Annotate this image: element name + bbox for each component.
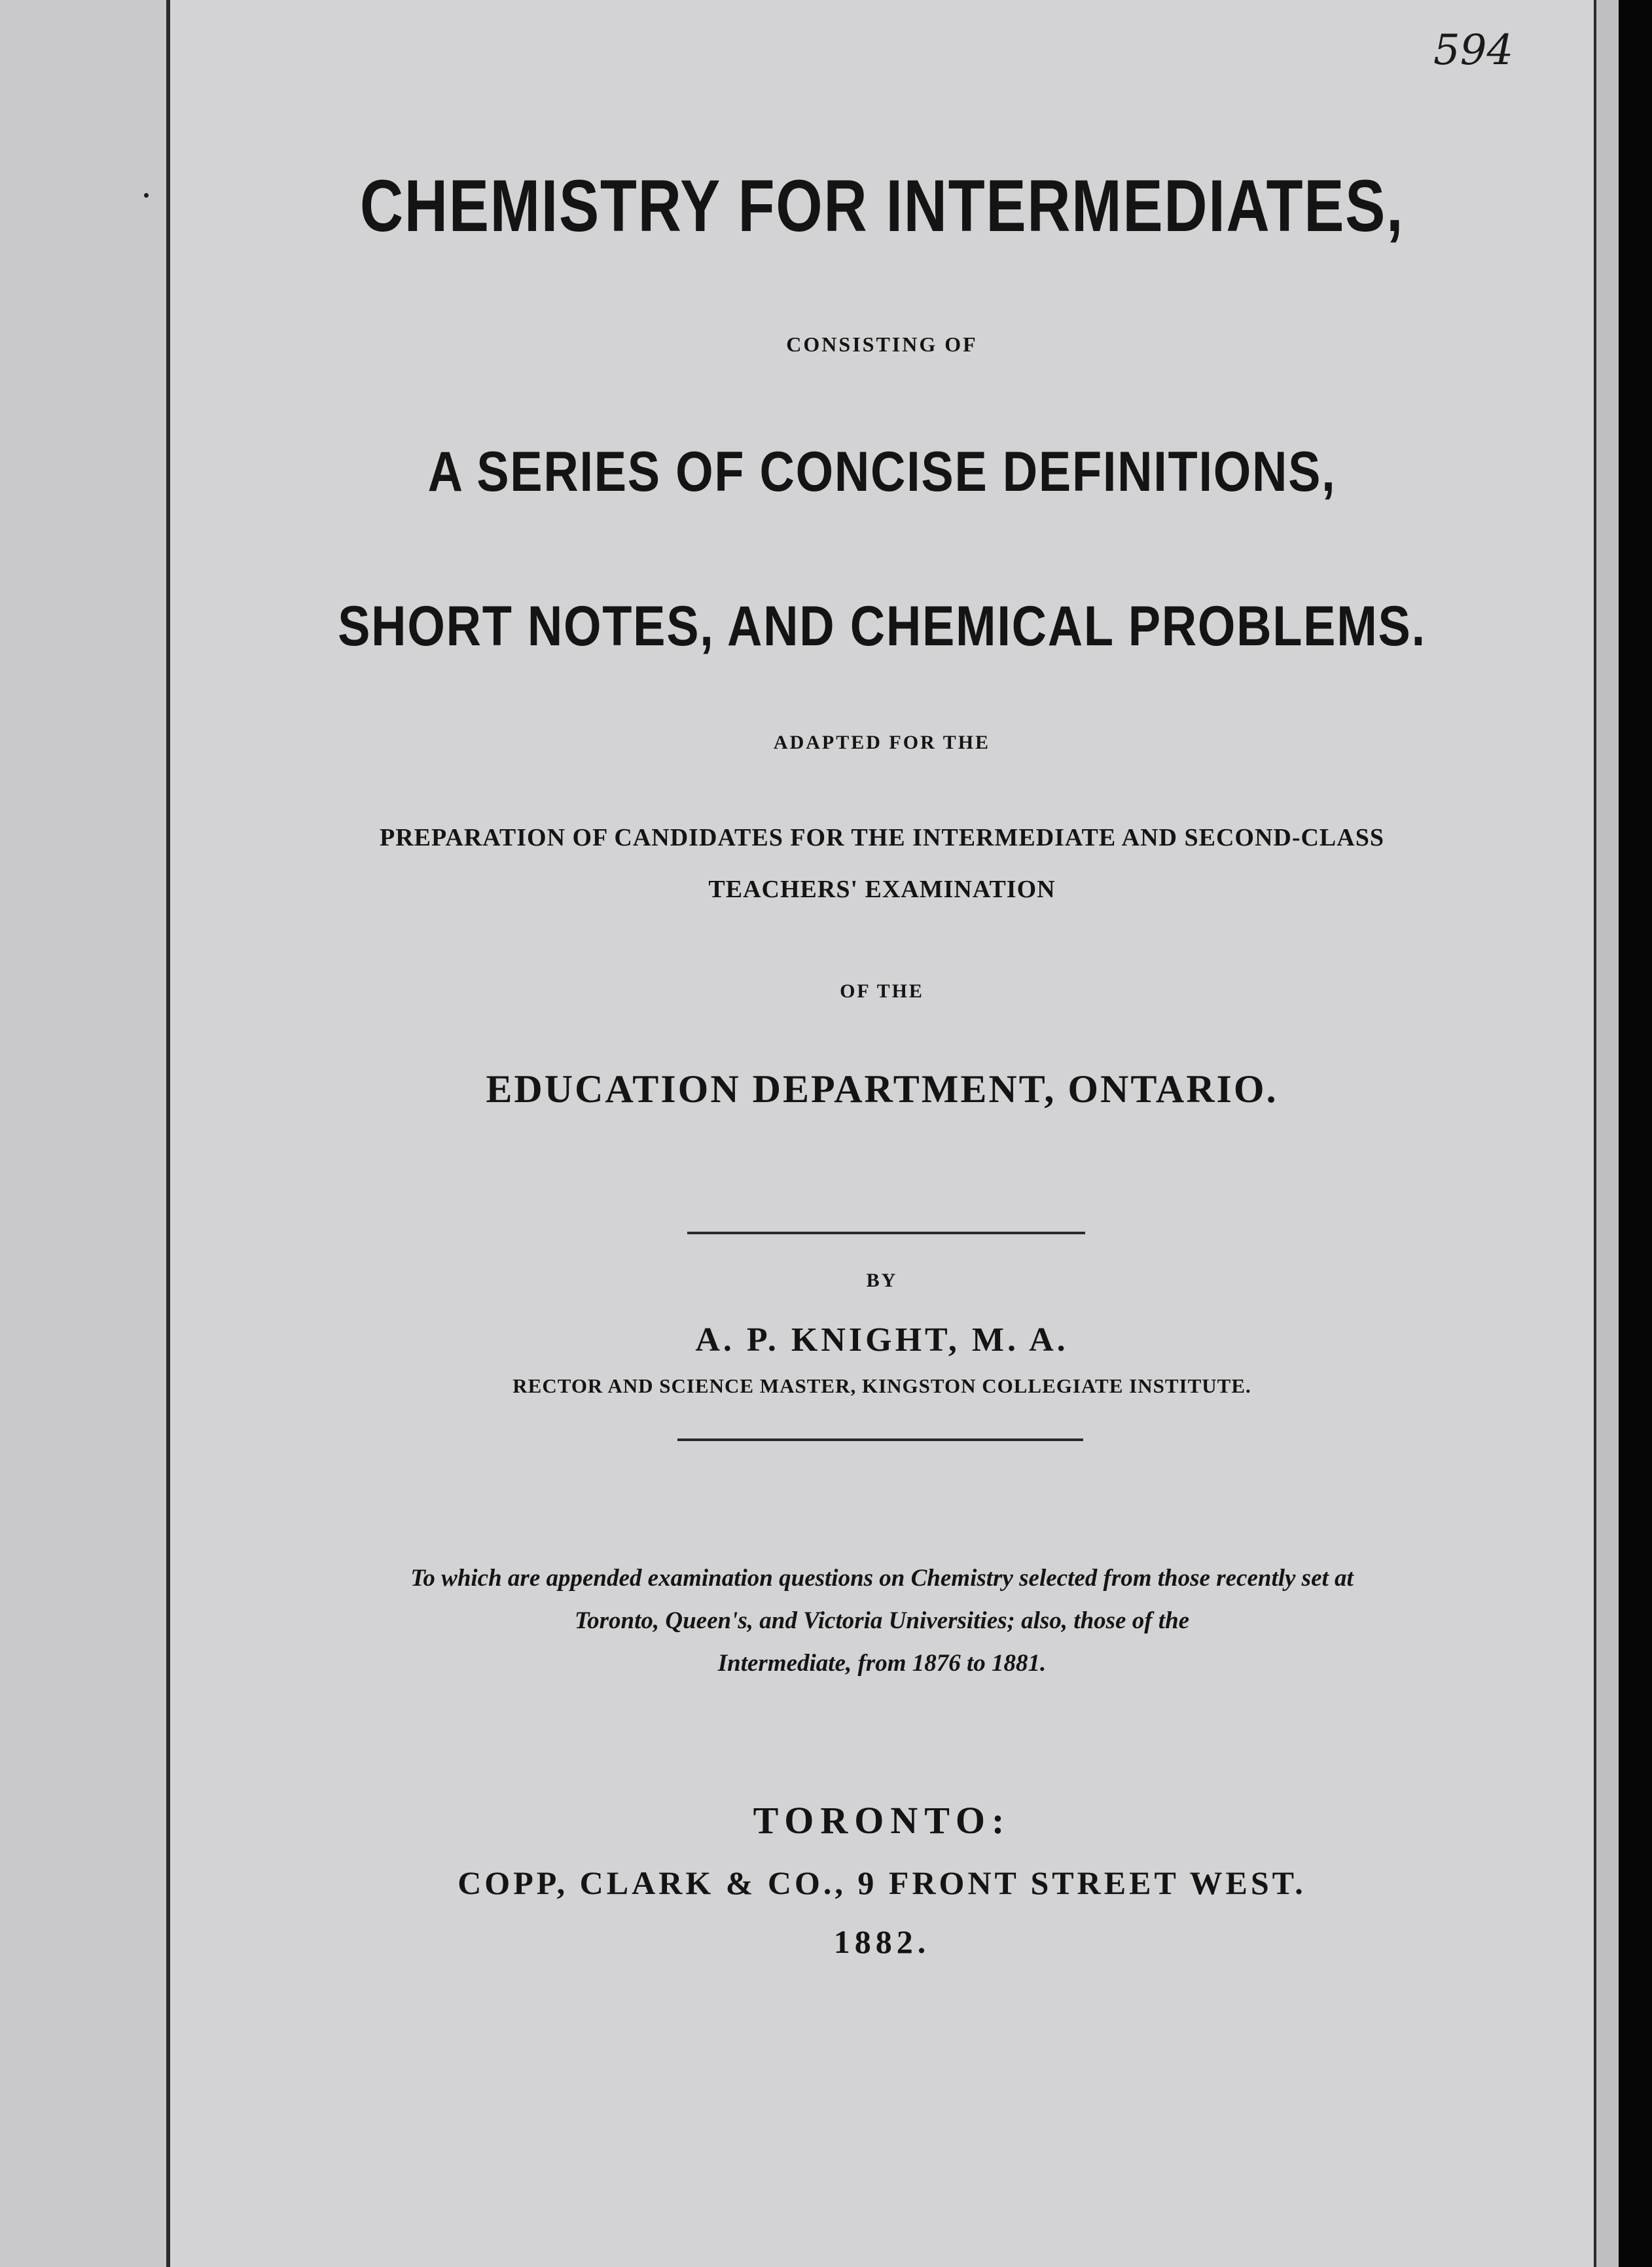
author-name: A. P. KNIGHT, M. A. [695, 1321, 1069, 1359]
scan-border [1619, 0, 1652, 2267]
divider-rule-top [687, 1232, 1085, 1234]
department-name: EDUCATION DEPARTMENT, ONTARIO. [486, 1067, 1278, 1111]
divider-rule-bottom [677, 1438, 1083, 1441]
purpose-line-1: PREPARATION OF CANDIDATES FOR THE INTERMEDIATE AND SECOND-CLASS [380, 824, 1384, 851]
ink-speck [144, 193, 149, 198]
imprint-place: TORONTO: [753, 1799, 1011, 1842]
subtitle-line-1: A SERIES OF CONCISE DEFINITIONS, [427, 440, 1337, 503]
purpose-line-2: TEACHERS' EXAMINATION [708, 876, 1056, 903]
appendix-note-line-1: To which are appended examination questions on Chemistry selected from those recently set at [410, 1565, 1354, 1592]
imprint-publisher: COPP, CLARK & CO., 9 FRONT STREET WEST. [458, 1865, 1306, 1901]
title-page [170, 0, 1594, 2267]
subtitle-line-2: SHORT NOTES, AND CHEMICAL PROBLEMS. [338, 595, 1426, 658]
facing-page-strip [0, 0, 169, 2267]
of-the-label: OF THE [840, 980, 924, 1002]
book-title: CHEMISTRY FOR INTERMEDIATES, [359, 165, 1405, 247]
appendix-note-line-2: Toronto, Queen's, and Victoria Universities; also, those of the [574, 1607, 1190, 1634]
imprint-year: 1882. [833, 1923, 931, 1960]
appendix-note-line-3: Intermediate, from 1876 to 1881. [717, 1650, 1047, 1677]
consisting-of-label: CONSISTING OF [786, 332, 978, 356]
author-title: RECTOR AND SCIENCE MASTER, KINGSTON COLLEGIATE INSTITUTE. [512, 1374, 1251, 1397]
page-edge-strip [1596, 0, 1619, 2267]
adapted-for-label: ADAPTED FOR THE [773, 732, 991, 753]
by-label: BY [866, 1270, 898, 1291]
catalog-number: 594 [1433, 26, 1514, 75]
